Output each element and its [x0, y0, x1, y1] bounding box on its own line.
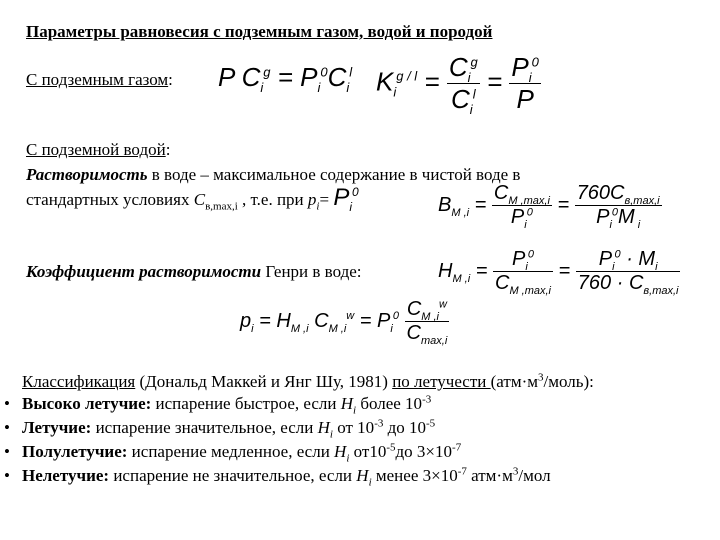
item-name: Полулетучие:	[22, 442, 128, 461]
item-exp-2: -5	[426, 417, 436, 430]
item-exp: -5	[386, 441, 396, 454]
gas-label: С подземным газом	[26, 70, 169, 89]
item-name: Летучие:	[22, 418, 92, 437]
item-tail: /мол	[518, 466, 551, 485]
h-symbol: $H_i$	[334, 442, 350, 465]
bm-formula: $B_{M ,i}$ = $\frac{C_{M ,max,i}}{P_i^0}$ = $\frac{760C_{в,max,i}}{P_i^0M _i}$	[438, 182, 660, 231]
item-text: испарение не значительное, если	[109, 466, 357, 485]
bullet-marker: •	[4, 394, 10, 413]
units-tail: /моль):	[543, 372, 594, 391]
water-colon: :	[165, 140, 171, 159]
gas-equilibrium-formula: P $C_i^g = P_i^0C_i^l$	[218, 62, 353, 96]
classification-header	[22, 372, 594, 392]
henry-formula: $H_{M ,i}$ = $\frac{P_i^0}{C_{M ,max,i}}$ = $\frac{P_i^0 \cdot M_i}{760 \cdot C_{в,max,i}}$	[438, 248, 679, 297]
page-title: Параметры равновесия с подземным газом, водой и породой	[26, 22, 493, 41]
item-condition: от10	[349, 442, 387, 461]
list-item-non-volatile	[22, 465, 551, 489]
equals-sign: =	[319, 190, 334, 209]
c-subscript: в,max,i	[205, 200, 238, 213]
bullet-marker: •	[4, 466, 10, 485]
item-exp: -7	[457, 465, 467, 478]
item-name: Высоко летучие:	[22, 394, 152, 413]
bullet-marker: •	[4, 442, 10, 461]
h-symbol: $H_i$	[340, 394, 357, 417]
gas-distribution-formula: $K_i^{g / l}$ = $\frac{C_i^g}{C_i^l}$ = $\frac{P_i^0}{P}$	[376, 52, 539, 118]
solubility-term: Растворимость	[26, 165, 148, 184]
standard-conditions-line	[26, 184, 359, 214]
henry-text: Генри в воде:	[261, 262, 362, 281]
item-condition: менее 3×10	[371, 466, 458, 485]
henry-term: Коэффициент растворимости	[26, 262, 262, 281]
classification-label: Классификация	[22, 372, 136, 391]
p-symbol: $p_i$	[307, 190, 320, 213]
henry-line	[26, 262, 362, 282]
standard-conditions-tail: , т.е. при	[237, 190, 308, 209]
water-section-label	[26, 140, 170, 160]
h-symbol: $H_i$	[317, 418, 333, 441]
units-exp: 3	[538, 371, 544, 384]
water-label: С подземной водой	[26, 140, 166, 159]
partial-pressure-formula: $p_i = H_{M ,i}$ $C_{M ,i}^w = P_i^0$ $\frac{C_{M ,i}^w}{C_{max,i}}$	[240, 298, 448, 347]
list-item-high-volatile	[22, 393, 432, 417]
item-exp-2: 3	[512, 465, 519, 478]
item-name: Нелетучие:	[22, 466, 110, 485]
item-condition-2: атм·м	[466, 466, 513, 485]
p0-symbol: $P_i^0$	[333, 184, 359, 214]
item-exp: -3	[422, 393, 432, 406]
list-item-volatile	[22, 417, 436, 441]
item-condition: более 10	[356, 394, 423, 413]
h-symbol: $H_i$	[356, 466, 372, 489]
item-exp-2: -7	[452, 441, 462, 454]
item-condition: от 10	[332, 418, 375, 437]
solubility-text: в воде – максимальное содержание в чистой воде в	[147, 165, 521, 184]
gas-section-label	[26, 70, 173, 90]
by-volatility-label: по летучести	[392, 372, 491, 391]
gas-colon: :	[168, 70, 173, 89]
item-text: испарение быстрое, если	[151, 394, 341, 413]
bullet-marker: •	[4, 418, 10, 437]
item-condition-2: до 3×10	[395, 442, 453, 461]
c-symbol: C	[193, 190, 206, 209]
classification-authors: (Дональд Маккей и Янг Шу, 1981)	[135, 372, 393, 391]
units-text: (атм·м	[490, 372, 538, 391]
item-text: испарение значительное, если	[91, 418, 318, 437]
item-condition-2: до 10	[383, 418, 427, 437]
item-text: испарение медленное, если	[127, 442, 335, 461]
item-exp: -3	[374, 417, 384, 430]
standard-conditions-text: стандартных условиях	[26, 190, 194, 209]
list-item-semi-volatile	[22, 441, 462, 465]
